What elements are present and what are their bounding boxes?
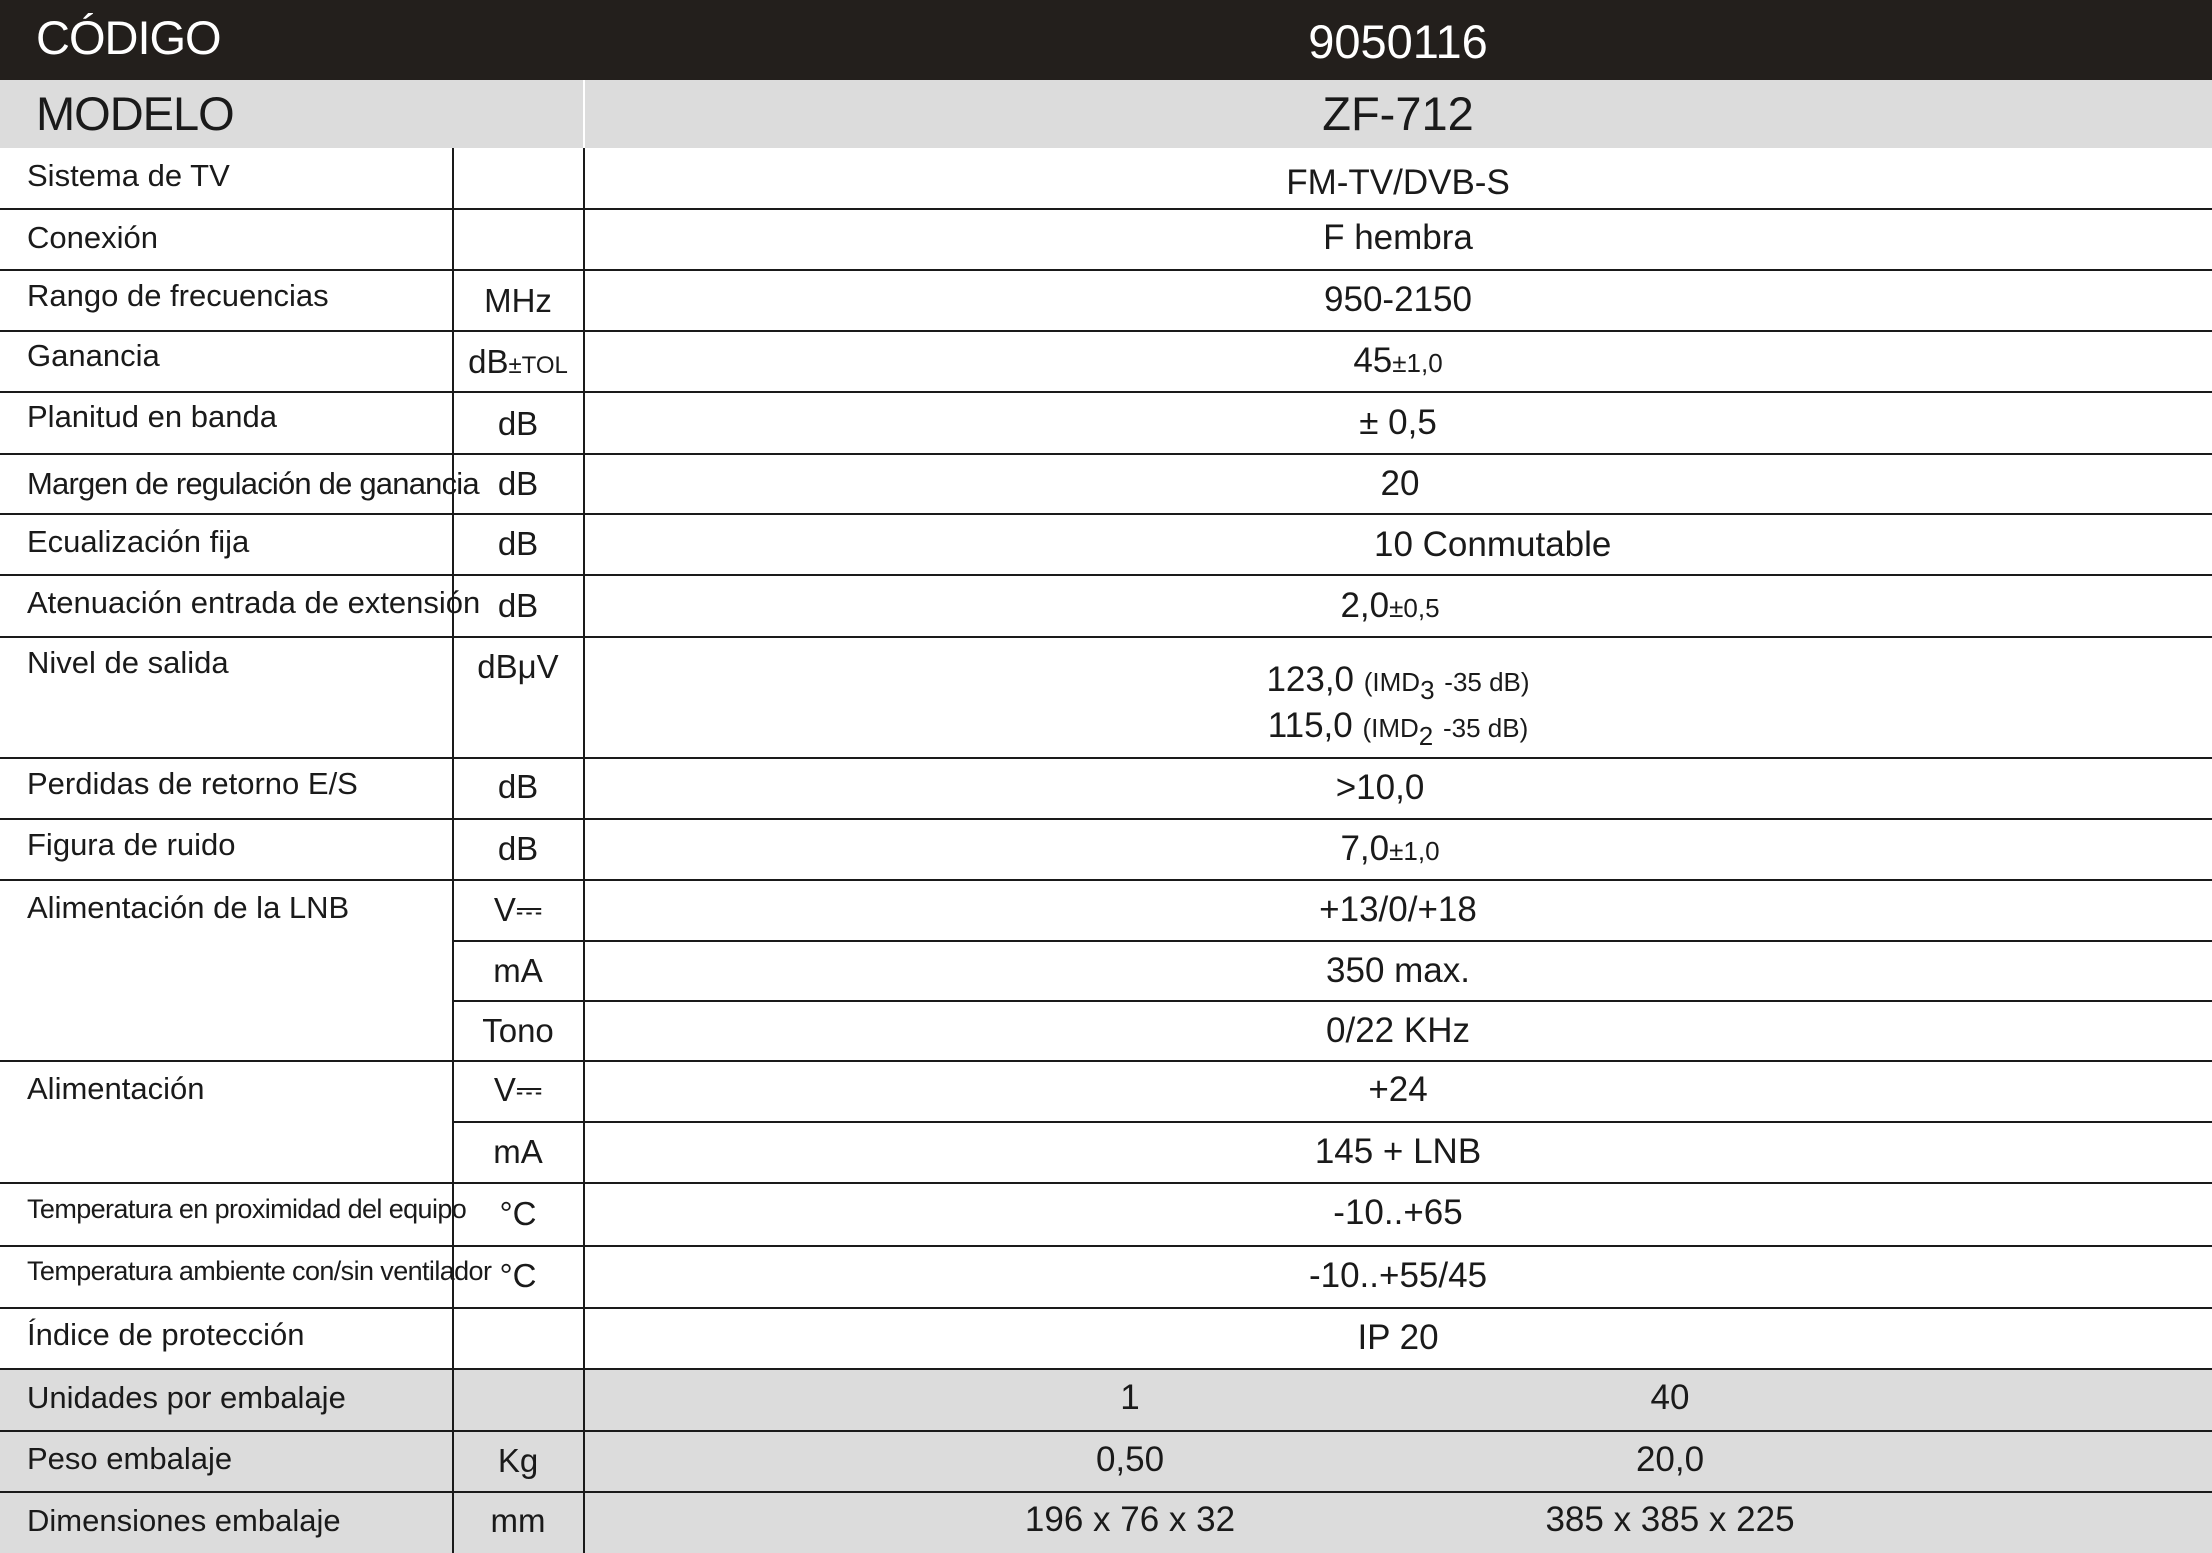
spec-value-single-unit: 196 x 76 x 32	[1024, 1500, 1236, 1539]
spec-value: IP 20	[1357, 1318, 1439, 1357]
spec-label: Nivel de salida	[27, 645, 229, 680]
row-divider	[0, 636, 2212, 638]
spec-unit: °C	[499, 1257, 537, 1294]
spec-label: Margen de regulación de ganancia	[27, 466, 479, 501]
row-divider	[0, 1491, 2212, 1493]
row-divider	[0, 330, 2212, 332]
spec-label: Temperatura en proximidad del equipo	[27, 1194, 467, 1224]
spec-label: Peso embalaje	[27, 1441, 233, 1476]
spec-unit: dB	[497, 768, 539, 805]
row-divider	[0, 513, 2212, 515]
spec-value	[584, 341, 2212, 381]
spec-unit: Kg	[497, 1442, 539, 1479]
spec-value-box: 385 x 385 x 225	[1545, 1500, 1795, 1539]
spec-value: 350 max.	[1326, 951, 1470, 990]
spec-label: Unidades por embalaje	[27, 1380, 346, 1415]
value-main: 2,0	[1340, 586, 1390, 625]
spec-value: FM-TV/DVB-S	[1286, 163, 1510, 202]
modelo-value: ZF-712	[1322, 87, 1474, 140]
spec-value: 10 Conmutable	[1374, 525, 1612, 564]
value-tolerance: ±1,0	[1392, 348, 1443, 378]
spec-value: 20	[1380, 464, 1420, 503]
row-divider	[0, 1430, 2212, 1432]
spec-value: >10,0	[1335, 768, 1425, 807]
spec-label: Sistema de TV	[27, 158, 230, 193]
spec-value-single-unit: 0,50	[1095, 1440, 1165, 1479]
output-level-line-1: 123,0 ($IMD_3$ -35 dB)	[1266, 660, 1530, 705]
sub-row-divider	[452, 1000, 2212, 1002]
modelo-header-row	[0, 80, 2212, 148]
value-tolerance: ±1,0	[1389, 836, 1440, 866]
spec-unit: mA	[493, 952, 543, 989]
spec-value	[1290, 829, 1490, 869]
spec-unit: Tono	[482, 1012, 554, 1049]
row-divider	[0, 453, 2212, 455]
spec-label: Conexión	[27, 220, 158, 255]
unit-main: dB	[468, 343, 509, 380]
spec-value: +13/0/+18	[1319, 890, 1477, 929]
row-divider	[0, 1307, 2212, 1309]
spec-value: 0/22 KHz	[1326, 1011, 1470, 1050]
spec-value-box: 40	[1650, 1378, 1690, 1417]
spec-label: Índice de protección	[27, 1317, 305, 1352]
spec-label: Figura de ruido	[27, 827, 236, 862]
spec-unit: mm	[490, 1502, 546, 1539]
spec-unit	[453, 343, 583, 381]
row-divider	[0, 1060, 2212, 1062]
row-divider	[0, 1245, 2212, 1247]
spec-unit: MHz	[484, 282, 552, 319]
row-divider	[0, 818, 2212, 820]
row-divider	[0, 391, 2212, 393]
spec-label: Ganancia	[27, 338, 160, 373]
spec-label: Dimensiones embalaje	[27, 1503, 341, 1538]
spec-unit: dB	[497, 465, 539, 502]
unit-tolerance: ±TOL	[508, 352, 568, 379]
spec-unit: V⎓	[493, 1071, 543, 1108]
sub-row-divider	[452, 1121, 2212, 1123]
row-divider	[0, 757, 2212, 759]
spec-label: Alimentación	[27, 1071, 205, 1106]
spec-unit: V⎓	[493, 891, 543, 928]
row-divider	[0, 1182, 2212, 1184]
spec-value: 950-2150	[1324, 280, 1472, 319]
row-divider	[0, 208, 2212, 210]
spec-unit: °C	[499, 1195, 537, 1232]
row-divider	[0, 1368, 2212, 1370]
spec-label: Ecualización fija	[27, 524, 250, 559]
spec-value: +24	[1368, 1070, 1428, 1109]
codigo-header-row	[0, 0, 2212, 80]
value-main: 7,0	[1340, 829, 1390, 868]
spec-unit: dB	[497, 587, 539, 624]
spec-label: Alimentación de la LNB	[27, 890, 350, 925]
spec-value-multiline	[584, 662, 2212, 754]
row-divider	[0, 574, 2212, 576]
sub-row-divider	[452, 940, 2212, 942]
spec-value	[1290, 586, 1490, 626]
codigo-label: CÓDIGO	[36, 11, 221, 64]
value-main: 45	[1353, 341, 1393, 380]
spec-value-box: 20,0	[1635, 1440, 1705, 1479]
spec-value: F hembra	[1323, 218, 1473, 257]
modelo-label: MODELO	[36, 87, 234, 140]
spec-value: -10..+65	[1333, 1193, 1463, 1232]
output-level-line-2: 115,0 ($IMD_2$ -35 dB)	[1267, 706, 1529, 751]
spec-unit: dB	[497, 830, 539, 867]
spec-label: Planitud en banda	[27, 399, 277, 434]
spec-label: Rango de frecuencias	[27, 278, 329, 313]
row-divider	[0, 879, 2212, 881]
spec-value-single-unit: 1	[1120, 1378, 1140, 1417]
spec-label: Atenuación entrada de extensión	[27, 585, 481, 620]
spec-value: -10..+55/45	[1308, 1256, 1488, 1295]
value-tolerance: ±0,5	[1389, 593, 1440, 623]
spec-unit: mA	[493, 1133, 543, 1170]
spec-value: ± 0,5	[1359, 403, 1437, 442]
spec-unit: dBμV	[477, 648, 559, 685]
spec-label: Temperatura ambiente con/sin ventilador	[27, 1256, 492, 1286]
row-divider	[0, 269, 2212, 271]
spec-unit: dB	[497, 525, 539, 562]
spec-unit: dB	[497, 405, 539, 442]
spec-label: Perdidas de retorno E/S	[27, 766, 358, 801]
codigo-value: 9050116	[1308, 15, 1488, 68]
spec-value: 145 + LNB	[1314, 1132, 1482, 1171]
